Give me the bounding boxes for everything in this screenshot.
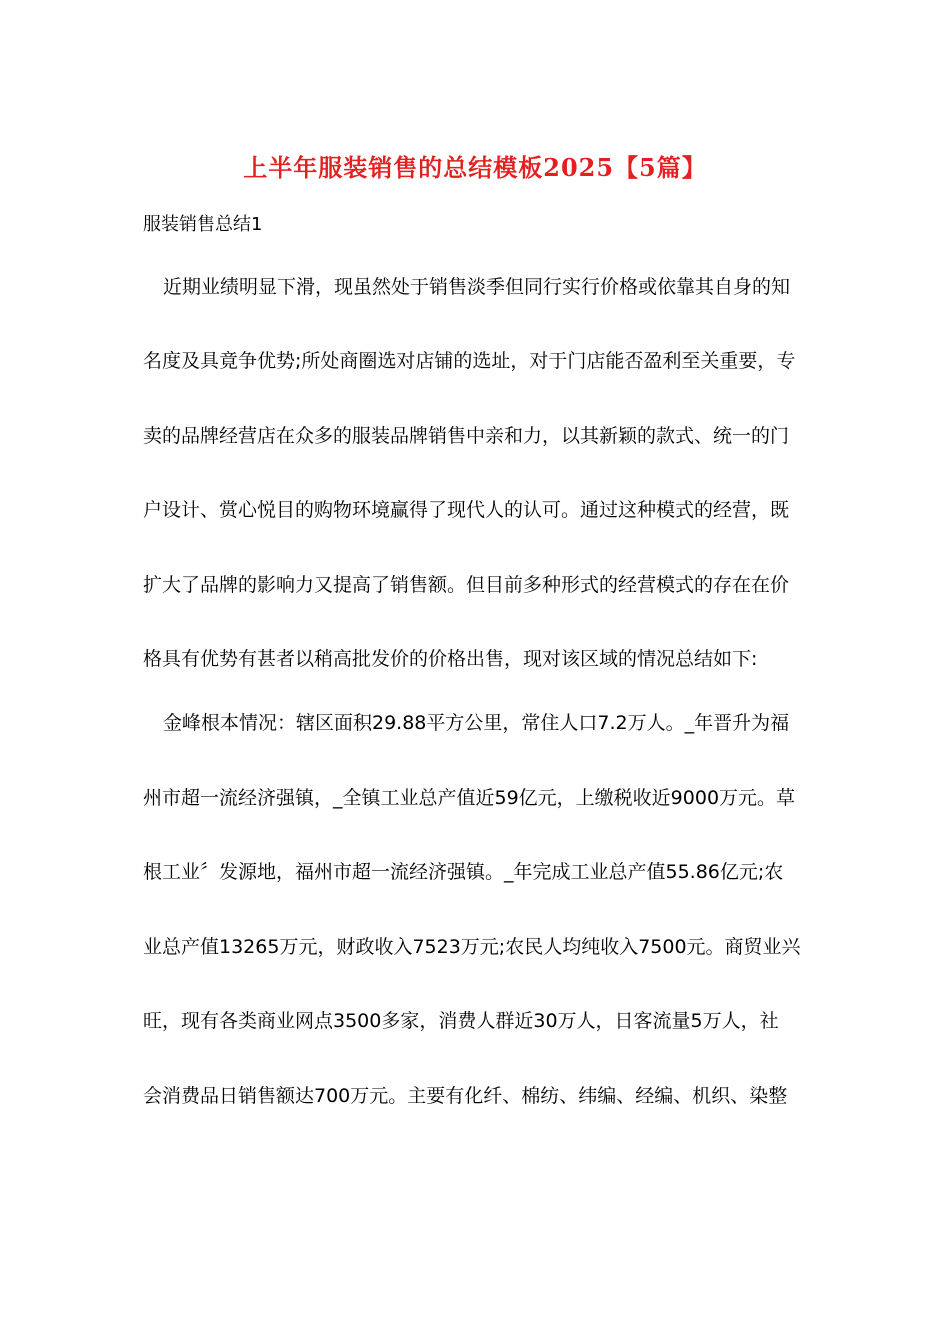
paragraph-line: 根工业〞发源地，福州市超一流经济强镇。_年完成工业总产值55.86亿元;农 (143, 861, 784, 883)
paragraph-line: 扩大了品牌的影响力又提高了销售额。但目前多种形式的经营模式的存在在价 (143, 574, 790, 596)
paragraph-line: 会消费品日销售额达700万元。主要有化纤、棉纺、纬编、经编、机织、染整 (143, 1085, 788, 1107)
paragraph-line: 格具有优势有甚者以稍高批发价的价格出售，现对该区域的情况总结如下: (143, 648, 758, 670)
paragraph-line: 业总产值13265万元，财政收入7523万元;农民人均纯收入7500元。商贸业兴 (143, 936, 801, 958)
paragraph-line: 州市超一流经济强镇，_全镇工业总产值近59亿元，上缴税收近9000万元。草 (143, 787, 796, 809)
paragraph-line: 近期业绩明显下滑，现虽然处于销售淡季但同行实行价格或依靠其自身的知 (163, 276, 791, 298)
document-title: 上半年服装销售的总结模板2025【5篇】 (243, 153, 707, 182)
paragraph-line: 户设计、赏心悦目的购物环境赢得了现代人的认可。通过这种模式的经营，既 (143, 499, 790, 521)
section-heading: 服装销售总结1 (143, 214, 263, 235)
paragraph-line: 名度及具竟争优势;所处商圈选对店铺的选址，对于门店能否盈利至关重要，专 (143, 350, 796, 372)
paragraph-line: 旺，现有各类商业网点3500多家，消费人群近30万人，日客流量5万人，社 (143, 1010, 779, 1032)
paragraph-line: 卖的品牌经营店在众多的服装品牌销售中亲和力，以其新颖的款式、统一的门 (143, 425, 790, 447)
paragraph-line: 金峰根本情况：辖区面积29.88平方公里，常住人口7.2万人。_年晋升为福 (163, 712, 790, 734)
